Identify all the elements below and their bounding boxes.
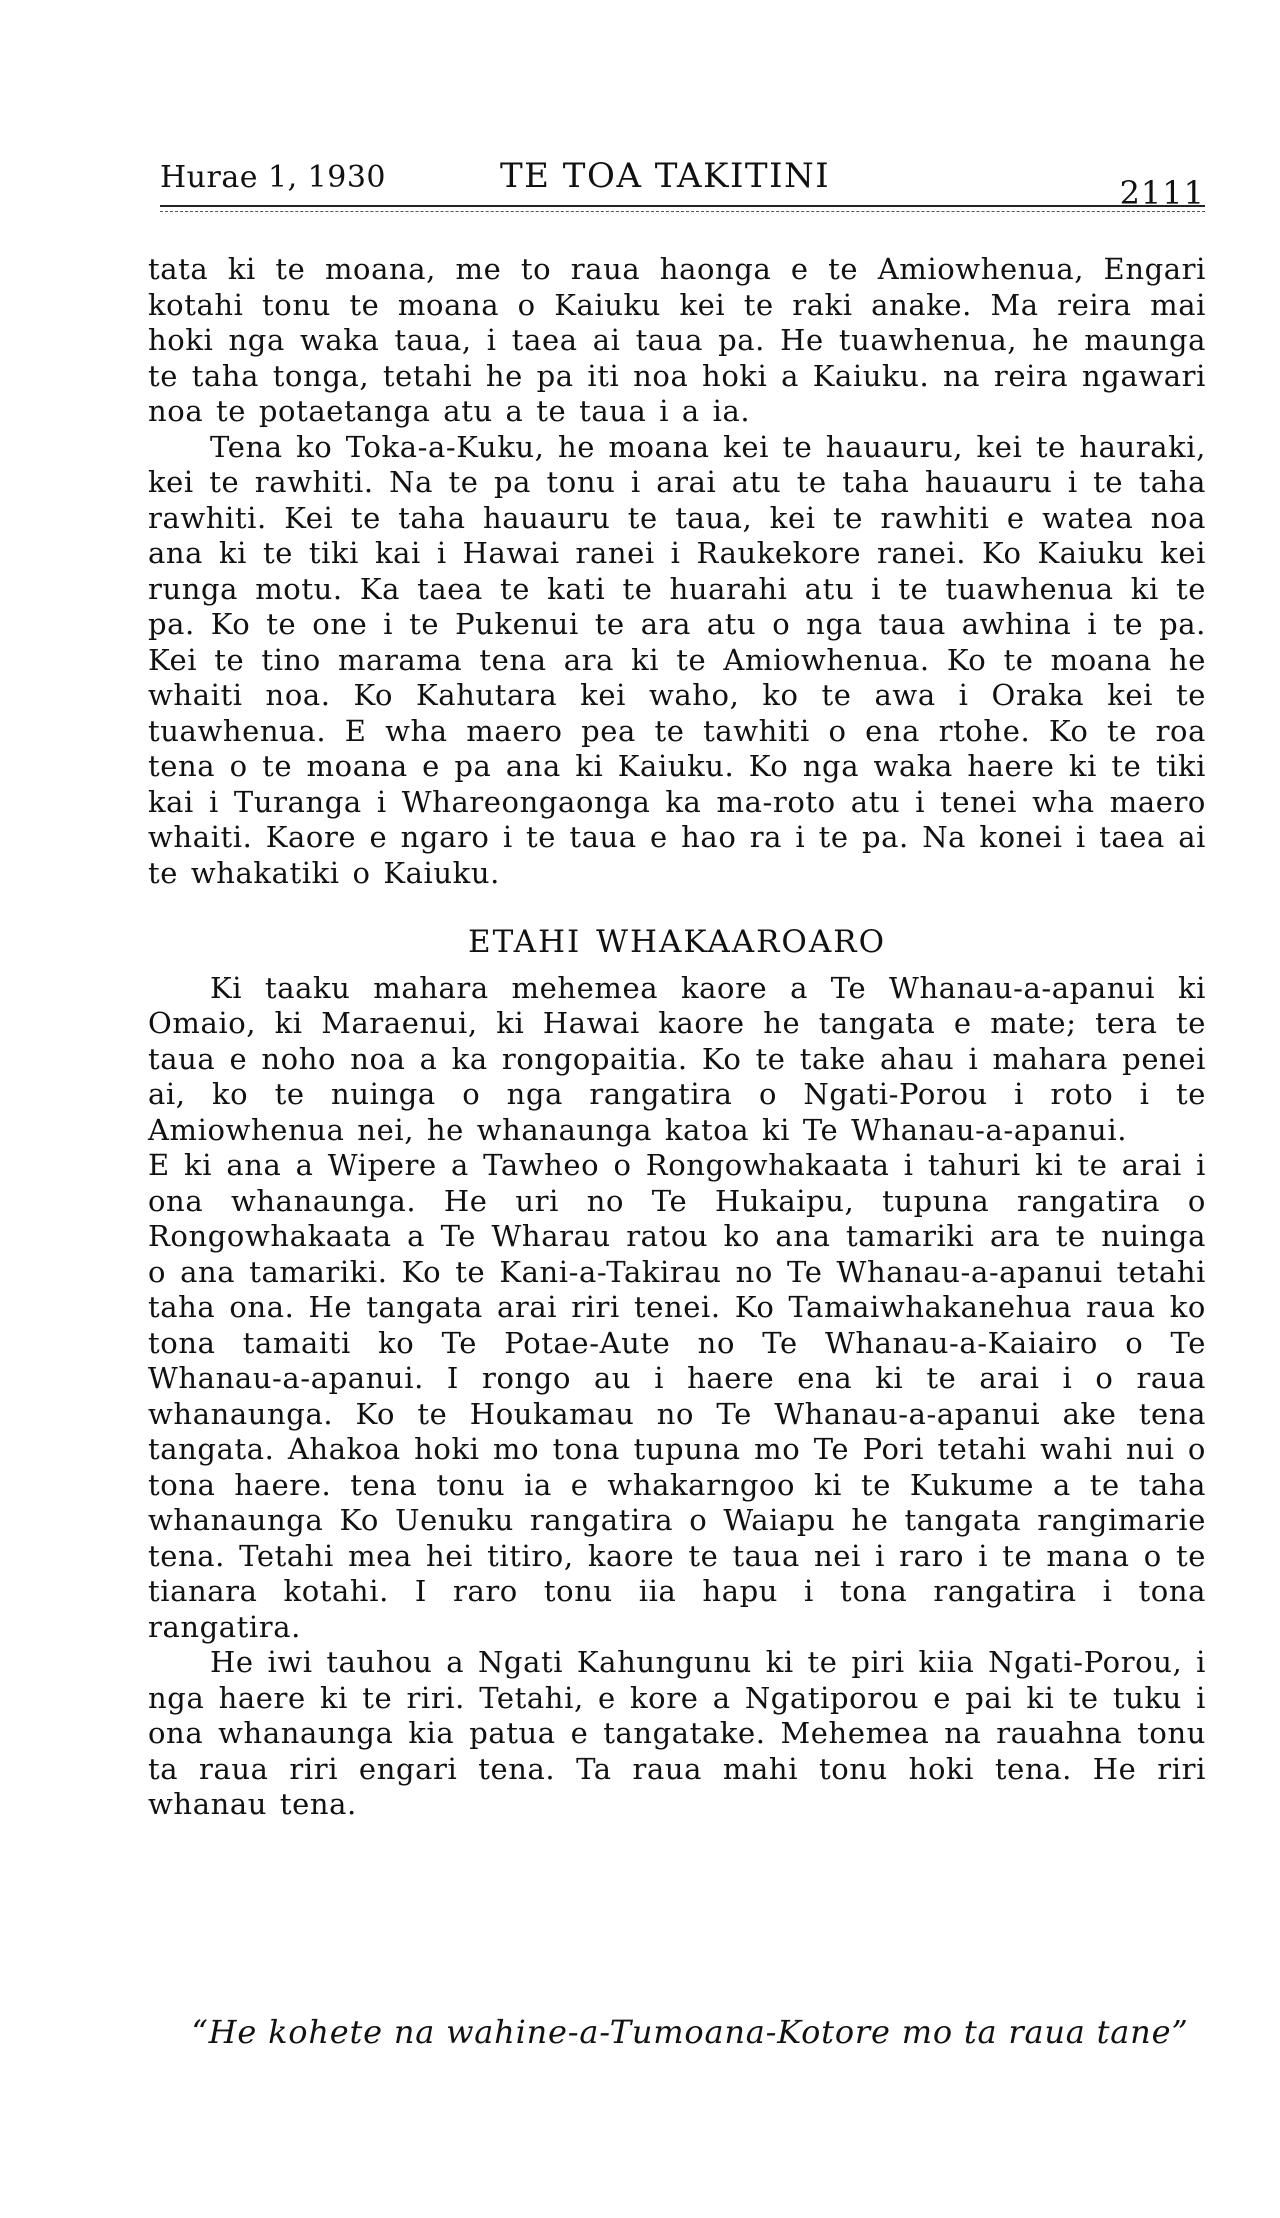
page-header (160, 150, 1205, 210)
paragraph-1: tata ki te moana, me to raua haonga e te Amiowhenua, Engari kotahi tonu te moana o Kaiuku kei te raki anake. Ma reira mai hoki nga waka taua, i taea ai taua pa. He tuawhenua, he maunga te taha tonga, tetahi he pa iti noa hoki a Kaiuku. na reira ngawari noa te potaetanga atu a te taua i a ia. (148, 252, 1206, 428)
header-rule-secondary (160, 211, 1205, 212)
paragraph-4: E ki ana a Wipere a Tawheo o Rongowhakaata i tahuri ki te arai i ona whanaunga. He uri no Te Hukaipu, tupuna rangatira o Rongowhakaata a Te Wharau ratou ko ana tamariki ara te nuinga o ana tamariki. Ko te Kani-a-Takirau no Te Whanau-a-apanui tetahi taha ona. He tangata arai riri tenei. Ko Tamaiwhakanehua raua ko tona tamaiti ko Te Potae-Aute no Te Whanau-a-Kaiairo o Te Whanau-a-apanui. I rongo au i haere ena ki te arai i o raua whanaunga. Ko te Houkamau no Te Whanau-a-apanui ake tena tangata. Ahakoa hoki mo tona tupuna mo Te Pori tetahi wahi nui o tona haere. tena tonu ia e whakarngoo ki te Kukume a te taha whanaunga Ko Uenuku rangatira o Waiapu he tangata rangimarie tena. Tetahi mea hei titiro, kaore te taua nei i raro i te mana o te tianara kotahi. I raro tonu iia hapu i tona rangatira i tona rangatira. (148, 1148, 1206, 1644)
paragraph-3: Ki taaku mahara mehemea kaore a Te Whanau-a-apanui ki Omaio, ki Maraenui, ki Hawai kaore he tangata e mate; tera te taua e noho noa a ka rongopaitia. Ko te take ahau i mahara penei ai, ko te nuinga o nga rangatira o Ngati-Porou i roto i te Amiowhenua nei, he whanaunga katoa ki Te Whanau-a-apanui. (148, 970, 1206, 1147)
section-heading: ETAHI WHAKAAROARO (468, 924, 886, 960)
paragraph-2: Tena ko Toka-a-Kuku, he moana kei te hauauru, kei te hauraki, kei te rawhiti. Na te pa tonu i arai atu te taha hauauru i te taha rawhiti. Kei te taha hauauru te taua, kei te rawhiti e watea noa ana ki te tiki kai i Hawai ranei i Raukekore ranei. Ko Kaiuku kei runga motu. Ka taea te kati te huarahi atu i te tuawhenua ki te pa. Ko te one i te Pukenui te ara atu o nga taua awhina i te pa. Kei te tino marama tena ara ki te Amiowhenua. Ko te moana he whaiti noa. Ko Kahutara kei waho, ko te awa i Oraka kei te tuawhenua. E wha maero pea te tawhiti o ena rtohe. Ko te roa tena o te moana e pa ana ki Kaiuku. Ko nga waka haere ki te tiki kai i Turanga i Whareongaonga ka ma-roto atu i tenei wha maero whaiti. Kaore e ngaro i te taua e hao ra i te pa. Na konei i taea ai te whakatiki o Kaiuku. (148, 429, 1206, 890)
page-number: 2111 (1119, 174, 1205, 212)
paragraph-5: He iwi tauhou a Ngati Kahungunu ki te piri kiia Ngati-Porou, i nga haere ki te riri. Tetahi, e kore a Ngatiporou e pai ki te tuku i ona whanaunga kia patua e tangatake. Mehemea na rauahna tonu ta raua riri engari tena. Ta raua mahi tonu hoki tena. He riri whanau tena. (148, 1645, 1206, 1821)
publication-title: TE TOA TAKITINI (500, 156, 831, 196)
article-body (148, 252, 1206, 1823)
header-rule (160, 205, 1205, 207)
header-date: Hurae 1, 1930 (160, 160, 387, 195)
closing-quote: “He kohete na wahine-a-Tumoana-Kotore mo ta raua tane” (191, 2013, 1189, 2051)
